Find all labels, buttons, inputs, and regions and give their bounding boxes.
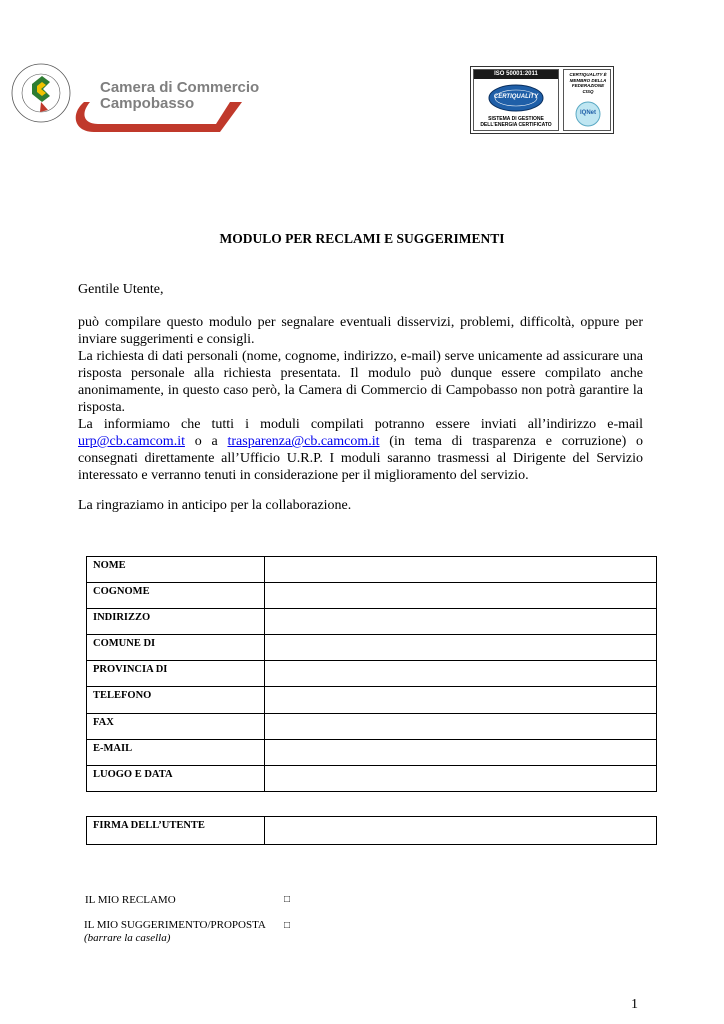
- field-label: INDIRIZZO: [87, 609, 265, 635]
- page-title: MODULO PER RECLAMI E SUGGERIMENTI: [219, 231, 505, 246]
- signature-label: FIRMA DELL’UTENTE: [87, 817, 265, 845]
- intro-p3-b: o a: [184, 434, 228, 449]
- certiquality-iso-mark: [473, 69, 559, 131]
- option-reclamo-checkbox[interactable]: □: [284, 894, 291, 905]
- logo-swoosh: [70, 100, 245, 140]
- page-number: 1: [631, 997, 638, 1012]
- signature-table: [86, 816, 657, 845]
- table-row: [87, 739, 657, 765]
- field-label: TELEFONO: [87, 687, 265, 713]
- table-row: [87, 765, 657, 791]
- field-label: E-MAIL: [87, 739, 265, 765]
- table-row: [87, 713, 657, 739]
- field-value[interactable]: [265, 635, 657, 661]
- table-row: [87, 609, 657, 635]
- field-value[interactable]: [265, 687, 657, 713]
- intro-paragraph: [78, 314, 643, 484]
- field-label: COMUNE DI: [87, 635, 265, 661]
- certiquality-text: CERTIQUALITY: [493, 94, 539, 100]
- chamber-seal-logo: [10, 62, 72, 124]
- field-label: FAX: [87, 713, 265, 739]
- field-label: NOME: [87, 557, 265, 583]
- greeting: Gentile Utente,: [78, 282, 164, 297]
- intro-p1: può compilare questo modulo per segnalare eventuali disservizi, problemi, difficoltà, oppure per inviare suggerimenti e consigli.: [78, 315, 643, 347]
- table-row: [87, 661, 657, 687]
- field-value[interactable]: [265, 739, 657, 765]
- federazione-text: CERTIQUALITY È MEMBRO DELLA FEDERAZIONE CISQ: [569, 72, 607, 94]
- personal-data-table: [86, 556, 657, 792]
- email-link-urp[interactable]: urp@cb.camcom.it: [78, 434, 185, 449]
- table-row: [87, 635, 657, 661]
- field-label: COGNOME: [87, 583, 265, 609]
- field-value[interactable]: [265, 765, 657, 791]
- field-value[interactable]: [265, 661, 657, 687]
- field-value[interactable]: [265, 713, 657, 739]
- cert-subtitle: SISTEMA DI GESTIONE DELL'ENERGIA CERTIFICATO: [480, 116, 552, 128]
- email-link-trasparenza[interactable]: trasparenza@cb.camcom.it: [227, 434, 380, 449]
- field-label: PROVINCIA DI: [87, 661, 265, 687]
- intro-p3-a: La informiamo che tutti i moduli compilati potranno essere inviati all’indirizzo e-mail: [78, 417, 643, 432]
- table-row: [87, 583, 657, 609]
- iqnet-label: IQNet: [579, 110, 596, 116]
- option-reclamo-label: IL MIO RECLAMO: [85, 894, 176, 906]
- field-value[interactable]: [265, 583, 657, 609]
- table-row: [87, 687, 657, 713]
- table-row: [87, 817, 657, 845]
- signature-field[interactable]: [265, 817, 657, 845]
- table-row: [87, 557, 657, 583]
- intro-p3-c: (in tema di trasparenza e corruzione) o consegnati direttamente all’Ufficio U.R.P. I moduli saranno trasmessi al Dirigente del Servizio interessato e verranno tenuti in considerazione per il miglioramento del servizio.: [78, 434, 643, 483]
- field-label: LUOGO E DATA: [87, 765, 265, 791]
- thanks-text: La ringraziamo in anticipo per la collaborazione.: [78, 498, 352, 513]
- intro-p2: La richiesta di dati personali (nome, cognome, indirizzo, e-mail) serve unicamente ad assicurare una risposta personale alla richiesta presentata. Il modulo può dunque essere compilato anche anonimamente, in questo caso però, la Camera di Commercio di Campobasso non potrà garantire la risposta.: [78, 349, 643, 415]
- logo-line-2: Campobasso: [100, 95, 195, 112]
- checkbox-note: (barrare la casella): [84, 932, 171, 944]
- iso-label: ISO 50001:2011: [474, 70, 558, 79]
- option-suggerimento-label: IL MIO SUGGERIMENTO/PROPOSTA: [84, 919, 266, 931]
- cisq-federation-mark: [563, 69, 611, 131]
- logo-line-1: Camera di Commercio: [100, 79, 260, 96]
- intro-p3: [78, 416, 643, 484]
- certification-badge: [470, 66, 614, 134]
- field-value[interactable]: [265, 557, 657, 583]
- option-suggerimento-checkbox[interactable]: □: [284, 920, 291, 931]
- field-value[interactable]: [265, 609, 657, 635]
